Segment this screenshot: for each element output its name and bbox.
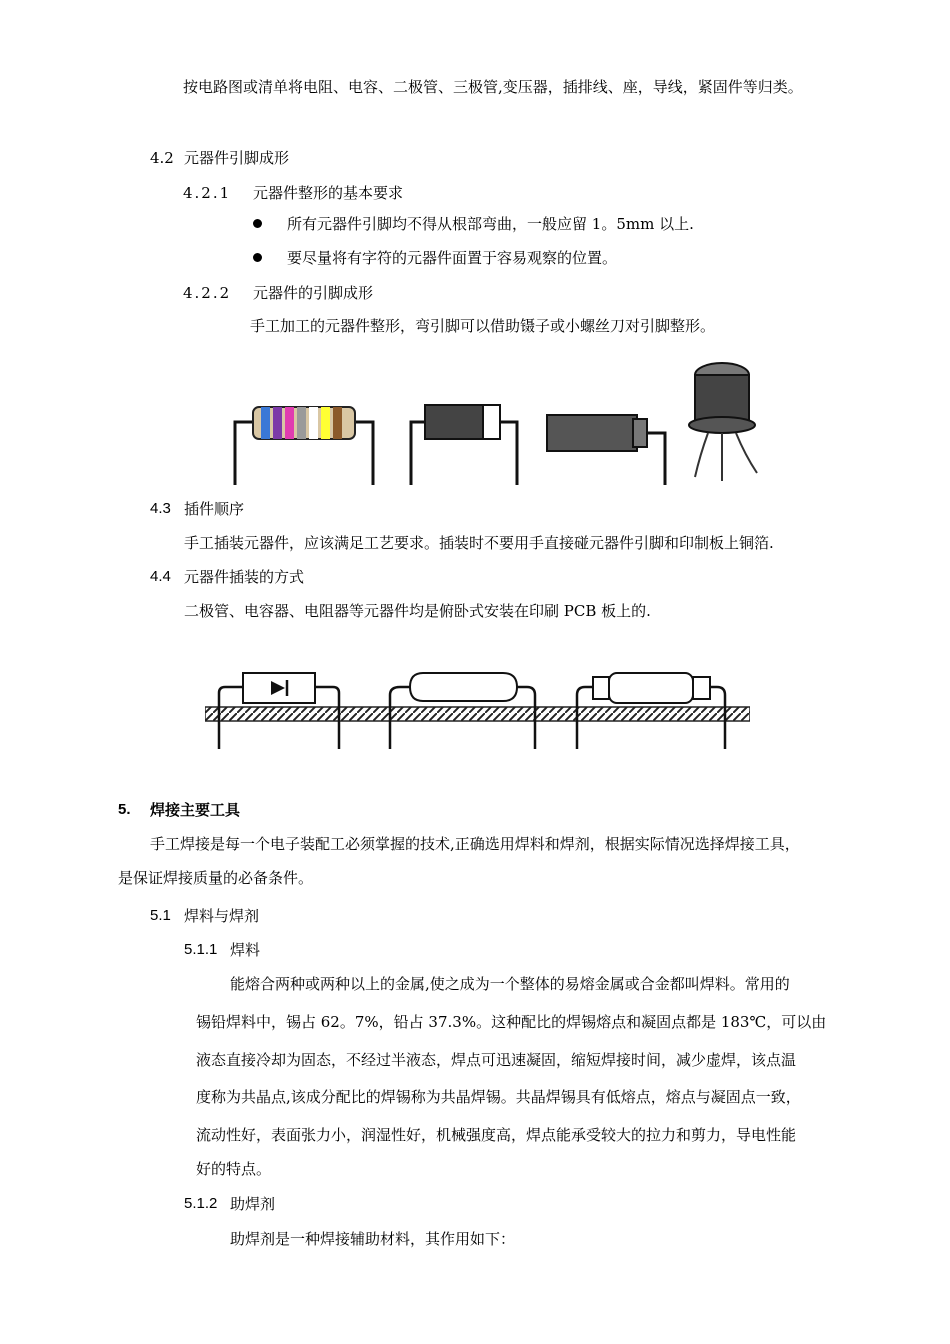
paragraph-line: 度称为共晶点,该成分配比的焊锡称为共晶焊锡。共晶焊锡具有低熔点，熔点与凝固点一致， bbox=[196, 1088, 801, 1106]
bullet-1-text: 所有元器件引脚均不得从根部弯曲，一般应留 1。5mm 以上. bbox=[287, 215, 694, 233]
section-5-1-2-number: 5.1.2 bbox=[184, 1195, 218, 1212]
paragraph-line: 能熔合两种或两种以上的金属,使之成为一个整体的易熔金属或合金都叫焊料。常用的 bbox=[230, 975, 790, 993]
section-4-2-1-title: 元器件整形的基本要求 bbox=[253, 184, 404, 202]
paragraph-line: 锡铅焊料中，锡占 62。7%，铅占 37.3%。这种配比的焊锡熔点和凝固点都是 183℃，可以由 bbox=[196, 1013, 827, 1031]
section-5-1-2-text: 助焊剂是一种焊接辅助材料，其作用如下： bbox=[230, 1230, 516, 1248]
section-4-2-2-title: 元器件的引脚成形 bbox=[253, 284, 374, 302]
section-5-text-line2: 是保证焊接质量的必备条件。 bbox=[118, 869, 314, 887]
lead-forming-figure bbox=[225, 355, 785, 490]
section-4-4-number: 4.4 bbox=[150, 568, 171, 585]
section-4-3-title: 插件顺序 bbox=[184, 500, 245, 518]
section-5-title: 焊接主要工具 bbox=[150, 801, 241, 819]
section-4-3-text: 手工插装元器件，应该满足工艺要求。插装时不要用手直接碰元器件引脚和印制板上铜箔. bbox=[184, 534, 774, 552]
section-4-2-1-number: 4.2.1 bbox=[183, 184, 232, 202]
section-5-1-number: 5.1 bbox=[150, 907, 171, 924]
section-5-number: 5. bbox=[118, 801, 131, 818]
intro-text: 按电路图或清单将电阻、电容、二极管、三极管,变压器，插排线、座，导线，紧固件等归类。 bbox=[183, 78, 803, 96]
section-4-4-title: 元器件插装的方式 bbox=[184, 568, 305, 586]
transistor-image bbox=[689, 363, 757, 481]
section-4-2-number: 4.2 bbox=[150, 149, 174, 167]
section-4-2-title: 元器件引脚成形 bbox=[184, 149, 290, 167]
bullet-2-text: 要尽量将有字符的元器件面置于容易观察的位置。 bbox=[287, 249, 618, 267]
section-4-3-number: 4.3 bbox=[150, 500, 171, 517]
capacitor-formed-image bbox=[411, 405, 517, 485]
section-5-1-title: 焊料与焊剂 bbox=[184, 907, 260, 925]
section-5-1-2-title: 助焊剂 bbox=[230, 1195, 276, 1213]
bullet-icon bbox=[253, 253, 262, 262]
section-5-1-1-title: 焊料 bbox=[230, 941, 261, 959]
paragraph-line: 好的特点。 bbox=[196, 1160, 272, 1178]
axial-component-image bbox=[547, 415, 665, 485]
section-4-4-text: 二极管、电容器、电阻器等元器件均是俯卧式安装在印刷 PCB 板上的. bbox=[184, 602, 651, 620]
paragraph-line: 液态直接冷却为固态，不经过半液态，焊点可迅速凝固，缩短焊接时间，减少虚焊，该点温 bbox=[196, 1051, 797, 1069]
paragraph-line: 流动性好，表面张力小，润湿性好，机械强度高，焊点能承受较大的拉力和剪力，导电性能 bbox=[196, 1126, 797, 1144]
section-5-1-1-number: 5.1.1 bbox=[184, 941, 218, 958]
resistor-formed-image bbox=[235, 407, 373, 485]
section-4-2-2-number: 4.2.2 bbox=[183, 284, 232, 302]
mounting-figure bbox=[205, 665, 750, 753]
section-4-2-2-text: 手工加工的元器件整形，弯引脚可以借助镊子或小螺丝刀对引脚整形。 bbox=[250, 317, 716, 335]
section-5-text-line1: 手工焊接是每一个电子装配工必须掌握的技术,正确选用焊料和焊剂，根据实际情况选择焊接工具， bbox=[150, 835, 800, 853]
bullet-icon bbox=[253, 219, 262, 228]
